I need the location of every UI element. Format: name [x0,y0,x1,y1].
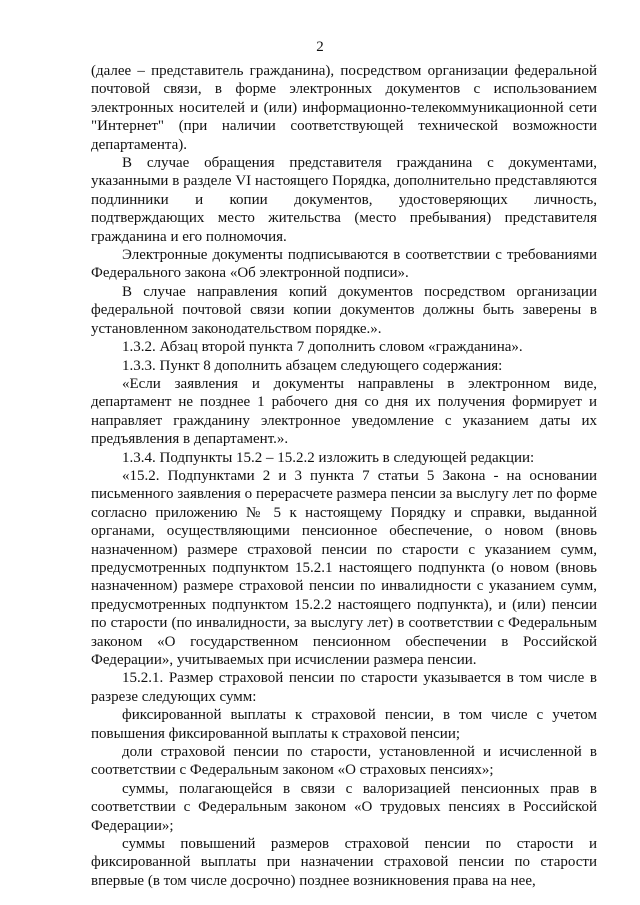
paragraph: Электронные документы подписываются в соответствии с требованиями Федерального закона «Об электронной подписи». [91,247,597,282]
paragraph: (далее – представитель гражданина), посредством организации федеральной почтовой связи, в форме электронных документов с использованием электронных носителей и (или) информационно-телекоммуникационной сети "Интернет" (при наличии соответствующей технической возможности департамента). [91,63,597,153]
paragraph: В случае направления копий документов посредством организации федеральной почтовой связи копии документов должны быть заверены в установленном законодательством порядке.». [91,283,597,337]
paragraph: «Если заявления и документы направлены в электронном виде, департамент не позднее 1 рабочего дня со дня их получения формирует и направляет гражданину электронное уведомление с указанием даты их предъявления в департамент.». [91,375,597,448]
paragraph: В случае обращения представителя гражданина с документами, указанными в разделе VI настоящего Порядка, дополнительно представляются подлинники и копии документов, удостоверяющих личность, подтверждающих место жительства (место пребывания) представителя гражданина и его полномочия. [91,155,597,245]
paragraph: 1.3.3. Пункт 8 дополнить абзацем следующего содержания: [122,357,503,374]
paragraph: доли страховой пенсии по старости, установленной и исчисленной в соответствии с Федеральным законом «О страховых пенсиях»; [91,744,597,779]
paragraph: «15.2. Подпунктами 2 и 3 пункта 7 статьи 5 Закона - на основании письменного заявления о перерасчете размера пенсии за выслугу лет по форме согласно приложению № 5 к настоящему Порядку и справки, выданной органами, осуществляющими пенсионное обеспечение, о новом (вновь назначенном) размере страховой пенсии по старости с указанием сумм, предусмотренных подпунктом 15.2.1 настоящего подпункта (о новом (вновь назначенном) размере страховой пенсии по инвалидности с указанием сумм, предусмотренных подпунктом 15.2.2 настоящего подпункта), и (или) пенсии по старости (по инвалидности, за выслугу лет) в соответствии с Федеральным законом «О государственном пенсионном обеспечении в Российской Федерации», учитываемых при исчислении размера пенсии. [91,467,597,668]
paragraph: 1.3.4. Подпункты 15.2 – 15.2.2 изложить в следующей редакции: [122,449,535,466]
page-number: 2 [316,39,324,55]
paragraph: суммы, полагающейся в связи с валоризацией пенсионных прав в соответствии с Федеральным законом «О трудовых пенсиях в Российской Федерации»; [91,780,597,834]
paragraph: суммы повышений размеров страховой пенсии по старости и фиксированной выплаты при назначении страховой пенсии по старости впервые (в том числе досрочно) позднее возникновения права на нее, [91,836,597,889]
paragraph: 15.2.1. Размер страховой пенсии по старости указывается в том числе в разрезе следующих сумм: [91,670,597,705]
document-body [91,62,597,890]
paragraph: 1.3.2. Абзац второй пункта 7 дополнить словом «гражданина». [122,339,523,356]
paragraph: фиксированной выплаты к страховой пенсии, в том числе с учетом повышения фиксированной выплаты к страховой пенсии; [91,707,597,742]
